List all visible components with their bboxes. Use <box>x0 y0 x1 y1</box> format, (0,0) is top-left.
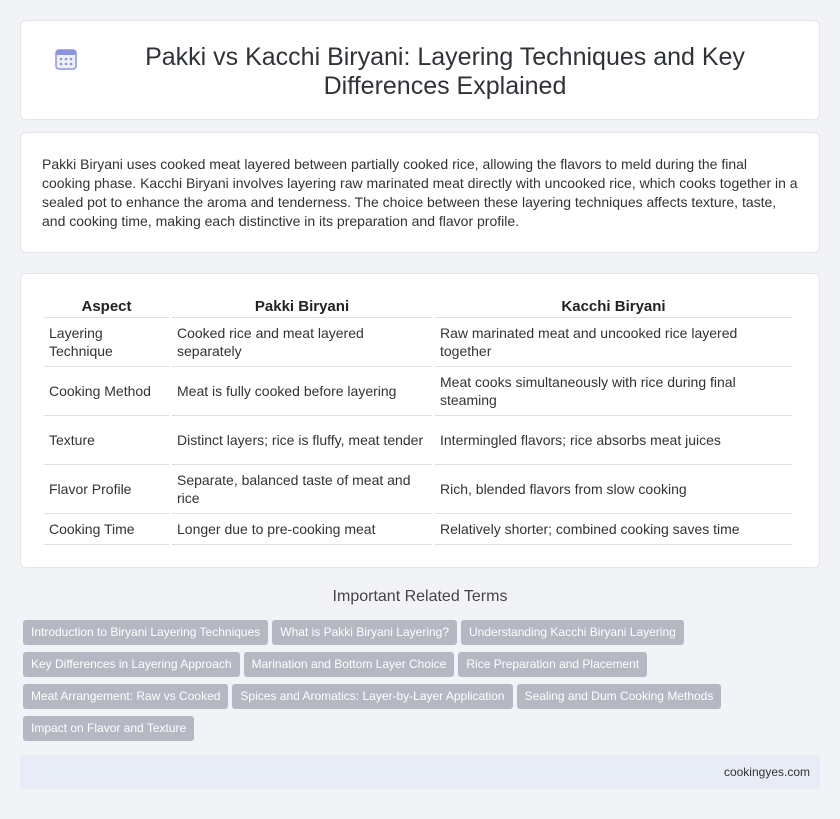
table-cell-kacchi: Rich, blended flavors from slow cooking <box>435 465 792 514</box>
table-cell-kacchi: Intermingled flavors; rice absorbs meat juices <box>435 416 792 465</box>
comparison-table <box>41 296 795 545</box>
footer <box>20 755 820 789</box>
related-terms-heading: Important Related Terms <box>332 588 508 605</box>
column-header-aspect: Aspect <box>44 296 169 318</box>
related-term-tag[interactable]: Impact on Flavor and Texture <box>23 716 194 741</box>
table-row <box>44 318 792 367</box>
table-cell-pakki: Longer due to pre-cooking meat <box>172 514 432 545</box>
table-cell-pakki: Cooked rice and meat layered separately <box>172 318 432 367</box>
table-cell-kacchi: Meat cooks simultaneously with rice during final steaming <box>435 367 792 416</box>
table-header-row <box>44 296 792 318</box>
related-terms-list <box>23 620 823 748</box>
related-term-tag[interactable]: Understanding Kacchi Biryani Layering <box>461 620 684 645</box>
table-row <box>44 416 792 465</box>
footer-site-link[interactable]: cookingyes.com <box>723 765 810 779</box>
table-cell-pakki: Separate, balanced taste of meat and rice <box>172 465 432 514</box>
table-cell-kacchi: Raw marinated meat and uncooked rice layered together <box>435 318 792 367</box>
related-term-tag[interactable]: Meat Arrangement: Raw vs Cooked <box>23 684 228 709</box>
table-cell-pakki: Distinct layers; rice is fluffy, meat tender <box>172 416 432 465</box>
related-term-tag[interactable]: What is Pakki Biryani Layering? <box>272 620 457 645</box>
table-cell-kacchi: Relatively shorter; combined cooking saves time <box>435 514 792 545</box>
table-cell-aspect: Flavor Profile <box>44 465 169 514</box>
related-term-tag[interactable]: Key Differences in Layering Approach <box>23 652 240 677</box>
table-row <box>44 367 792 416</box>
table-cell-pakki: Meat is fully cooked before layering <box>172 367 432 416</box>
table-row <box>44 514 792 545</box>
related-term-tag[interactable]: Rice Preparation and Placement <box>458 652 647 677</box>
title-card <box>20 20 820 120</box>
table-cell-aspect: Cooking Time <box>44 514 169 545</box>
table-cell-aspect: Texture <box>44 416 169 465</box>
column-header-kacchi: Kacchi Biryani <box>435 296 792 318</box>
column-header-pakki: Pakki Biryani <box>172 296 432 318</box>
table-cell-aspect: Layering Technique <box>44 318 169 367</box>
related-term-tag[interactable]: Marination and Bottom Layer Choice <box>244 652 455 677</box>
summary-card <box>20 132 820 253</box>
comparison-table-card <box>20 273 820 568</box>
summary-text: Pakki Biryani uses cooked meat layered between partially cooked rice, allowing the flavors to meld during the final cooking phase. Kacchi Biryani involves layering raw marinated meat directly with uncooked rice, which cooks together in a sealed pot to enhance the aroma and tenderness. The choice between these layering techniques affects texture, taste, and cooking time, making each distinctive in its preparation and flavor profile. <box>42 156 798 229</box>
page-title: Pakki vs Kacchi Biryani: Layering Techniques and Key Differences Explained <box>145 43 745 100</box>
table-cell-aspect: Cooking Method <box>44 367 169 416</box>
related-term-tag[interactable]: Introduction to Biryani Layering Techniques <box>23 620 268 645</box>
related-term-tag[interactable]: Sealing and Dum Cooking Methods <box>517 684 722 709</box>
table-row <box>44 465 792 514</box>
related-term-tag[interactable]: Spices and Aromatics: Layer-by-Layer Application <box>232 684 512 709</box>
calendar-icon <box>54 47 78 71</box>
